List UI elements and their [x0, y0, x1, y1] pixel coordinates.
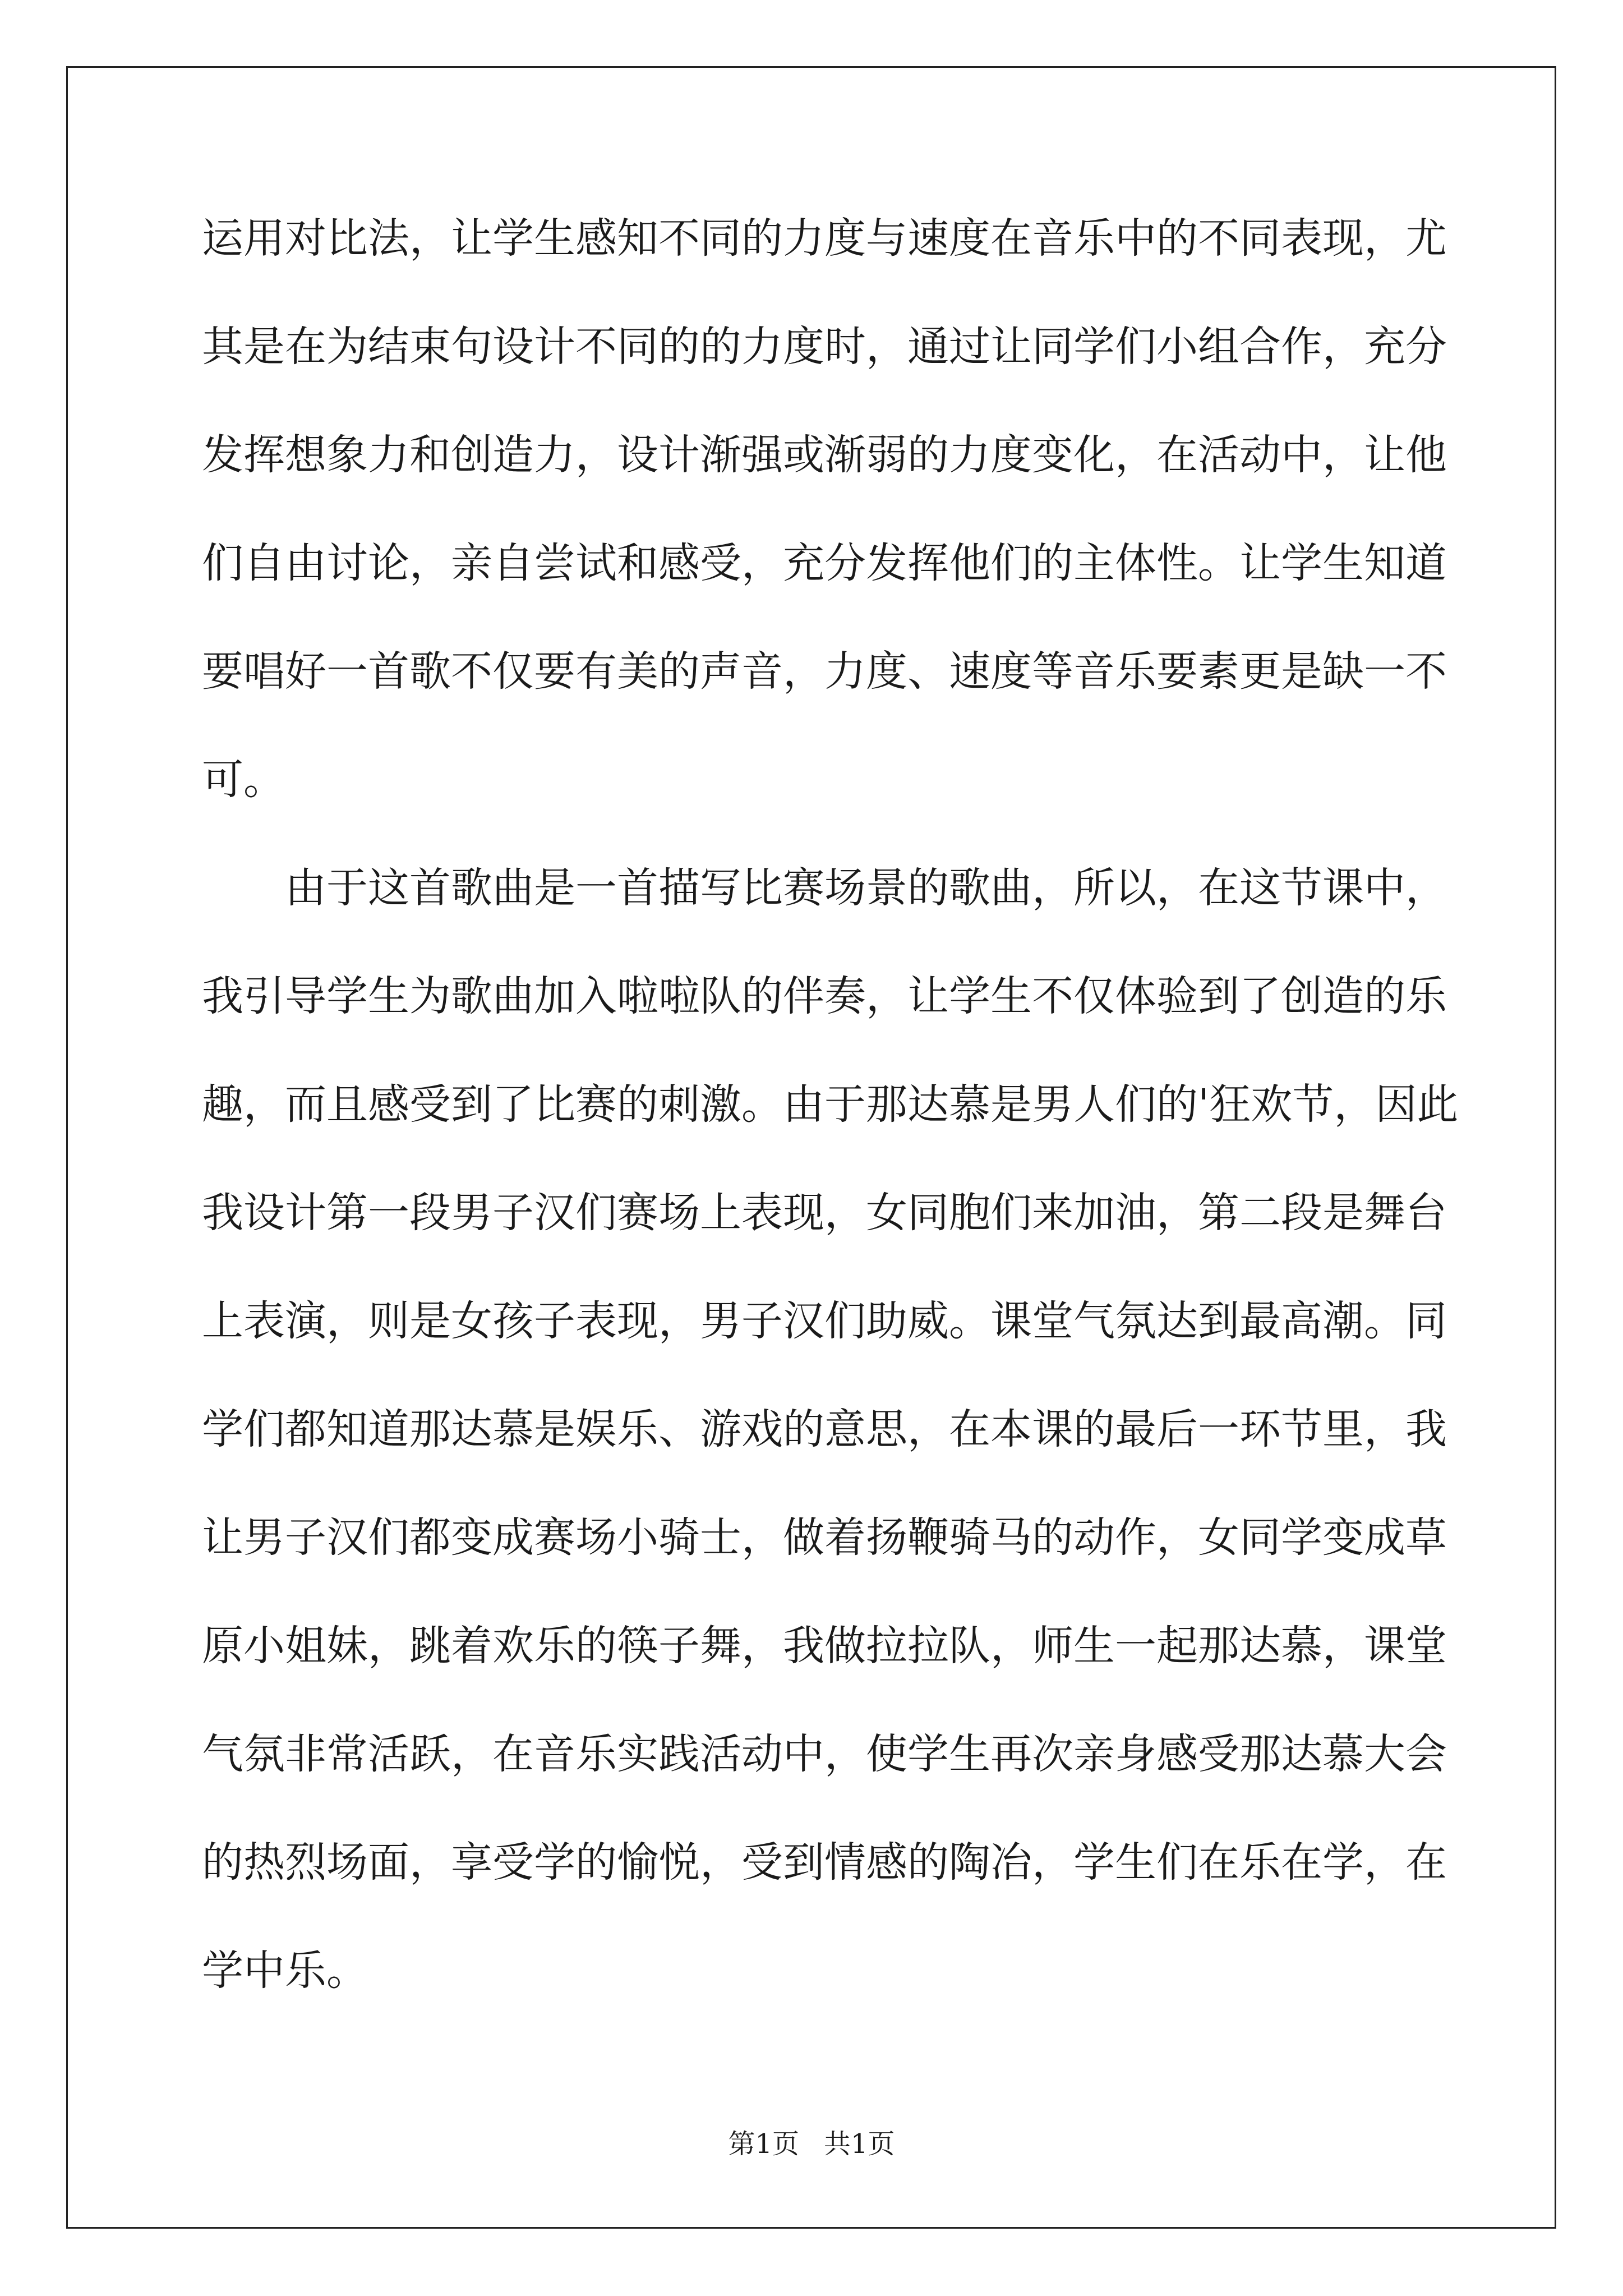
document-body: [202, 213, 1459, 2054]
text-line: 学们都知道那达慕是娱乐、游戏的意思，在本课的最后一环节里，我: [202, 1405, 1447, 1453]
page-count: 共1页: [824, 2128, 895, 2160]
text-line: 让男子汉们都变成赛场小骑士，做着扬鞭骑马的动作，女同学变成草: [202, 1513, 1447, 1562]
text-line: 原小姐妹，跳着欢乐的筷子舞，我做拉拉队，师生一起那达慕，课堂: [202, 1622, 1447, 1670]
text-line: 的热烈场面，享受学的愉悦，受到情感的陶冶，学生们在乐在学，在: [202, 1838, 1447, 1887]
page-footer: [0, 2127, 1623, 2161]
text-line: 我设计第一段男子汉们赛场上表现，女同胞们来加油，第二段是舞台: [202, 1189, 1447, 1237]
text-line: 上表演，则是女孩子表现，男子汉们助威。课堂气氛达到最高潮。同: [202, 1297, 1447, 1345]
text-line: 可。: [202, 756, 285, 804]
text-line: 发挥想象力和创造力，设计渐强或渐弱的力度变化，在活动中，让他: [202, 431, 1447, 479]
text-line: 要唱好一首歌不仅要有美的声音，力度、速度等音乐要素更是缺一不: [202, 647, 1447, 696]
text-line: 运用对比法，让学生感知不同的力度与速度在音乐中的不同表现，尤: [202, 214, 1447, 263]
text-line: 学中乐。: [202, 1947, 368, 1995]
page-number: 第1页: [728, 2128, 799, 2160]
text-line: 我引导学生为歌曲加入啦啦队的伴奏，让学生不仅体验到了创造的乐: [202, 972, 1447, 1020]
text-line: 气氛非常活跃，在音乐实践活动中，使学生再次亲身感受那达慕大会: [202, 1730, 1447, 1778]
text-line: 其是在为结束句设计不同的的力度时，通过让同学们小组合作，充分: [202, 323, 1447, 371]
text-line: 们自由讨论，亲自尝试和感受，充分发挥他们的主体性。让学生知道: [202, 539, 1447, 587]
text-line: 由于这首歌曲是一首描写比赛场景的歌曲，所以，在这节课中，: [285, 864, 1447, 912]
text-line: 趣，而且感受到了比赛的刺激。由于那达慕是男人们的'狂欢节，因此: [202, 1080, 1459, 1129]
